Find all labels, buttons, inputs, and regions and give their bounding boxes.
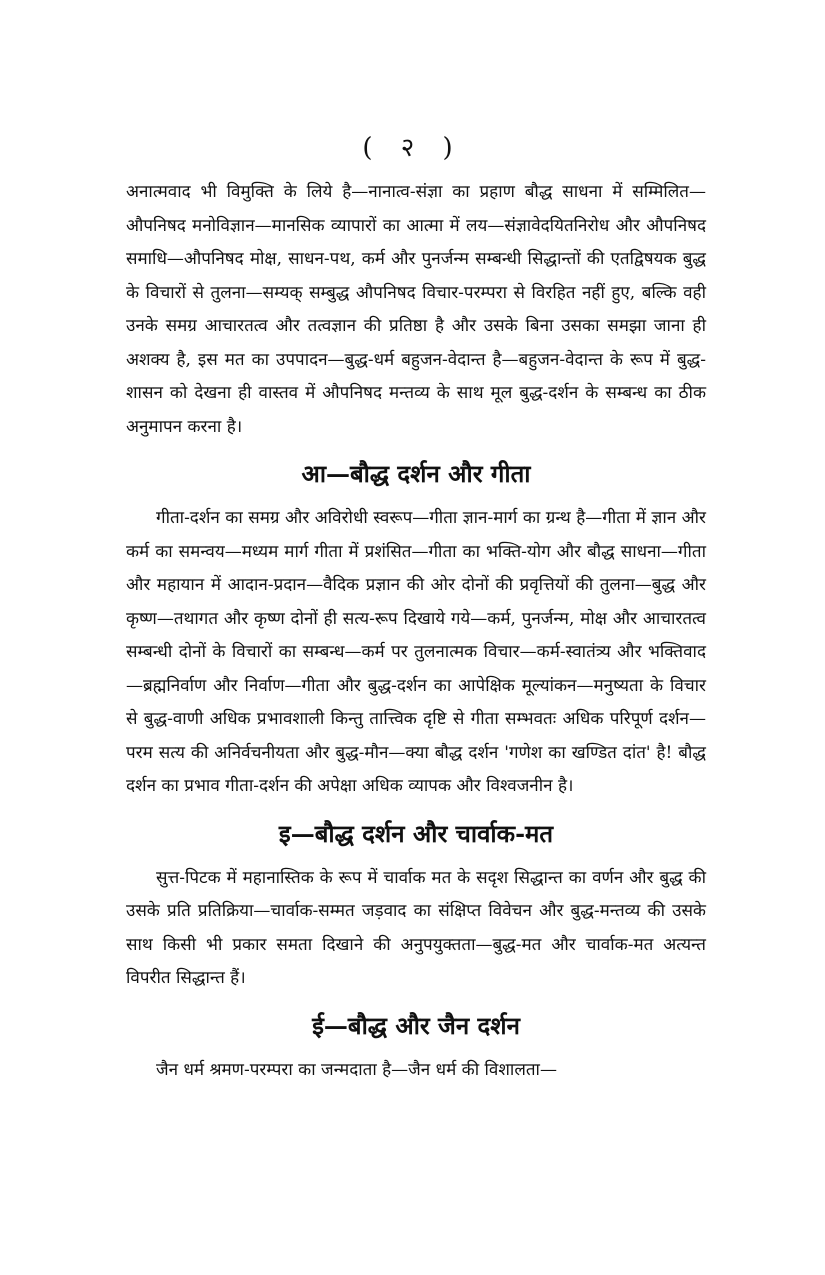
paragraph-buddhism-and-jainism: जैन धर्म श्रमण-परम्परा का जन्मदाता है—जैन धर्म की विशालता— [156,1059,557,1080]
heading-buddhism-and-charvaka: इ—बौद्ध दर्शन और चार्वाक-मत [278,818,554,848]
page-content [126,176,706,1087]
paragraph-buddhism-and-gita: गीता-दर्शन का समग्र और अविरोधी स्वरूप—गीता ज्ञान-मार्ग का ग्रन्थ है—गीता में ज्ञान और कर्म का समन्वय—मध्यम मार्ग गीता में प्रशंसित—गीता का भक्ति-योग और बौद्ध साधना—गीता और महायान में आदान-प्रदान—वैदिक प्रज्ञान की ओर दोनों की प्रवृत्तियों की तुलना—बुद्ध और कृष्ण—तथागत और कृष्ण दोनों ही सत्य-रूप दिखाये गये—कर्म, पुनर्जन्म, मोक्ष और आचारतत्व सम्बन्धी दोनों के विचारों का सम्बन्ध—कर्म पर तुलनात्मक विचार—कर्म-स्वातंत्र्य और भक्तिवाद—ब्रह्मनिर्वाण और निर्वाण—गीता और बुद्ध-दर्शन का आपेक्षिक मूल्यांकन—मनुष्यता के विचार से बुद्ध-वाणी अधिक प्रभावशाली किन्तु तात्त्विक दृष्टि से गीता सम्भवतः अधिक परिपूर्ण दर्शन—परम सत्य की अनिर्वचनीयता और बुद्ध-मौन—क्या बौद्ध दर्शन 'गणेश का खण्डित दांत' है! बौद्ध दर्शन का प्रभाव गीता-दर्शन की अपेक्षा अधिक व्यापक और विश्वजनीन है। [126,508,706,796]
heading-buddhism-and-jainism: ई—बौद्ध और जैन दर्शन [312,1010,520,1040]
heading-buddhism-and-gita: आ—बौद्ध दर्शन और गीता [301,459,531,488]
page-number: ( २ ) [362,133,463,163]
paragraph-buddhism-and-charvaka: सुत्त-पिटक में महानास्तिक के रूप में चार्वाक मत के सदृश सिद्धान्त का वर्णन और बुद्ध की उसके प्रति प्रतिक्रिया—चार्वाक-सम्मत जड़वाद का संक्षिप्त विवेचन और बुद्ध-मन्तव्य की उसके साथ किसी भी प्रकार समता दिखाने की अनुपयुक्तता—बुद्ध-मत और चार्वाक-मत अत्यन्त विपरीत सिद्धान्त हैं। [126,867,706,988]
paragraph-upanishad-summary: अनात्मवाद भी विमुक्ति के लिये है—नानात्व-संज्ञा का प्रहाण बौद्ध साधना में सम्मिलित—औपनिषद मनोविज्ञान—मानसिक व्यापारों का आत्मा में लय—संज्ञावेदयितनिरोध और औपनिषद समाधि—औपनिषद मोक्ष, साधन-पथ, कर्म और पुनर्जन्म सम्बन्धी सिद्धान्तों की एतद्विषयक बुद्ध के विचारों से तुलना—सम्यक् सम्बुद्ध औपनिषद विचार-परम्परा से विरहित नहीं हुए, बल्कि वही उनके समग्र आचारतत्व और तत्वज्ञान की प्रतिष्ठा है और उसके बिना उसका समझा जाना ही अशक्य है, इस मत का उपपादन—बुद्ध-धर्म बहुजन-वेदान्त है—बहुजन-वेदान्त के रूप में बुद्ध-शासन को देखना ही वास्तव में औपनिषद मन्तव्य के साथ मूल बुद्ध-दर्शन के सम्बन्ध का ठीक अनुमापन करना है। [126,182,706,437]
